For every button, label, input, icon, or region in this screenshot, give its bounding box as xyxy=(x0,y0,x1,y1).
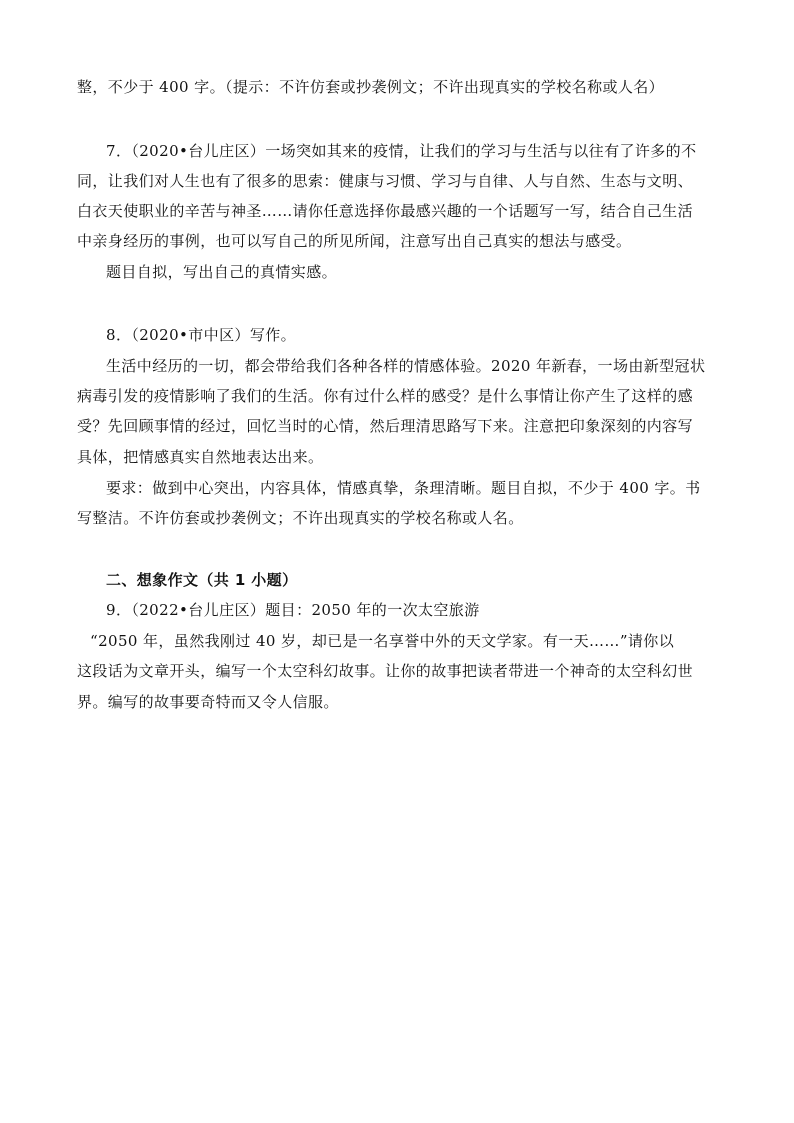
q8-line-5: 具体，把情感真实自然地表达出来。 xyxy=(77,448,324,466)
continuation-text: 整，不少于 400 字。（提示：不许仿套或抄袭例文；不许出现真实的学校名称或人名） xyxy=(77,78,665,96)
q8-line-3: 病毒引发的疫情影响了我们的生活。你有过什么样的感受？是什么事情让你产生了这样的感 xyxy=(77,387,694,405)
q7-line-4: 中亲身经历的事例，也可以写自己的所见所闻，注意写出自己真实的想法与感受。 xyxy=(77,232,632,250)
q9-line-2: “2050 年，虽然我刚过 40 岁，却已是一名享誉中外的天文学家。有一天……”请你以 xyxy=(90,632,675,650)
q9-line-4: 界。编写的故事要奇特而又令人信服。 xyxy=(77,693,339,711)
q9-line-3: 这段话为文章开头，编写一个太空科幻故事。让你的故事把读者带进一个神奇的太空科幻世 xyxy=(77,662,694,680)
q8-line-7: 写整洁。不许仿套或抄袭例文；不许出现真实的学校名称或人名。 xyxy=(77,509,524,527)
q8-line-6: 要求：做到中心突出，内容具体，情感真挚，条理清晰。题目自拟，不少于 400 字。书 xyxy=(106,479,701,497)
q9-line-1: 9．（2022•台儿庄区）题目：2050 年的一次太空旅游 xyxy=(106,601,480,619)
q7-line-2: 同，让我们对人生也有了很多的思索：健康与习惯、学习与自律、人与自然、生态与文明、 xyxy=(77,172,694,190)
section-heading: 二、想象作文（共 1 小题） xyxy=(106,571,298,589)
q7-line-3: 白衣天使职业的辛苦与神圣……请你任意选择你最感兴趣的一个话题写一写，结合自己生活 xyxy=(77,202,694,220)
q7-line-5: 题目自拟，写出自己的真情实感。 xyxy=(106,263,338,281)
q7-line-1: 7．（2020•台儿庄区）一场突如其来的疫情，让我们的学习与生活与以往有了许多的不 xyxy=(106,142,697,160)
q8-line-2: 生活中经历的一切，都会带给我们各种各样的情感体验。2020 年新春，一场由新型冠状 xyxy=(106,357,706,375)
q8-line-1: 8．（2020•市中区）写作。 xyxy=(106,326,297,344)
q8-line-4: 受？先回顾事情的经过，回忆当时的心情，然后理清思路写下来。注意把印象深刻的内容写 xyxy=(77,417,694,435)
